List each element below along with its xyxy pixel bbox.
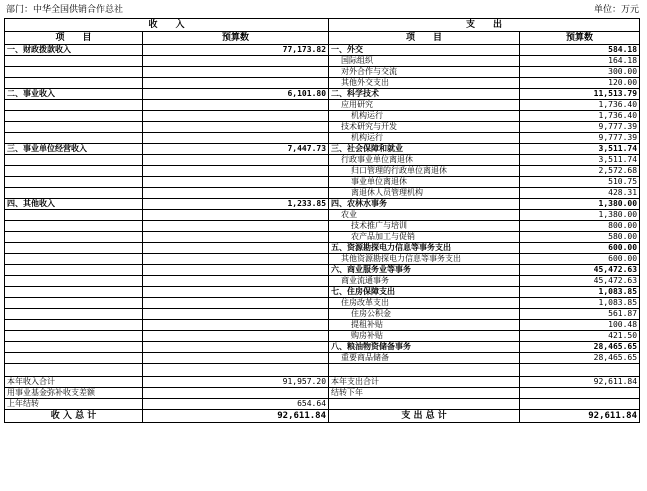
expense-item-value: 120.00 (520, 78, 640, 89)
expense-item-label: 机构运行 (329, 111, 520, 122)
table-row (5, 67, 640, 78)
table-row (5, 155, 640, 166)
expense-item-value: 510.75 (520, 177, 640, 188)
table-row (5, 210, 640, 221)
empty-cell (143, 122, 329, 133)
empty-cell (143, 133, 329, 144)
table-row (5, 342, 640, 353)
expense-item-value: 1,736.40 (520, 100, 640, 111)
table-row (5, 331, 640, 342)
table-row (5, 188, 640, 199)
expense-item-value: 1,380.00 (520, 199, 640, 210)
income-budget-header: 预算数 (143, 32, 329, 45)
expense-item-label: 住房公积金 (329, 309, 520, 320)
expense-item-label: 住房改革支出 (329, 298, 520, 309)
table-row (5, 78, 640, 89)
expense-item-value: 45,472.63 (520, 276, 640, 287)
expense-item-label: 三、社会保障和就业 (329, 144, 520, 155)
table-row (5, 177, 640, 188)
income-item-value: 6,101.80 (143, 89, 329, 100)
sheet-top-line (0, 2, 647, 14)
expense-item-value: 580.00 (520, 232, 640, 243)
grand-total-row (5, 410, 640, 423)
income-item-label: 二、事业收入 (5, 89, 143, 100)
summary-label: 用事业基金弥补收支差额 (5, 388, 143, 399)
unit-label: 单位：万元 (593, 5, 639, 15)
expense-item-label: 行政事业单位离退休 (329, 155, 520, 166)
summary-label: 本年支出合计 (329, 377, 520, 388)
expense-item-label: 归口管理的行政单位离退休 (329, 166, 520, 177)
expense-item-label: 七、住房保障支出 (329, 287, 520, 298)
expense-item-value: 3,511.74 (520, 155, 640, 166)
table-row (5, 287, 640, 298)
table-row (5, 122, 640, 133)
empty-cell (143, 353, 329, 364)
empty-cell (5, 111, 143, 122)
empty-cell (5, 364, 143, 377)
expense-grand-value: 92,611.84 (520, 410, 640, 423)
expense-item-label: 技术推广与培训 (329, 221, 520, 232)
expense-item-value: 3,511.74 (520, 144, 640, 155)
expense-item-value: 28,465.65 (520, 353, 640, 364)
empty-cell (143, 243, 329, 254)
expense-item-value: 421.50 (520, 331, 640, 342)
income-section-title: 收 入 (5, 19, 329, 32)
table-row (5, 56, 640, 67)
table-row (5, 199, 640, 210)
empty-cell (143, 221, 329, 232)
expense-item-value: 800.00 (520, 221, 640, 232)
table-row (5, 45, 640, 56)
expense-item-label: 一、外交 (329, 45, 520, 56)
table-row (5, 111, 640, 122)
expense-item-label: 机构运行 (329, 133, 520, 144)
empty-cell (5, 342, 143, 353)
empty-cell (5, 177, 143, 188)
expense-item-label: 五、资源勘探电力信息等事务支出 (329, 243, 520, 254)
empty-cell (143, 388, 329, 399)
empty-cell (143, 320, 329, 331)
expense-item-value: 28,465.65 (520, 342, 640, 353)
empty-cell (5, 243, 143, 254)
expense-item-label: 离退休人员管理机构 (329, 188, 520, 199)
income-item-label: 一、财政拨款收入 (5, 45, 143, 56)
empty-cell (143, 364, 329, 377)
expense-budget-header: 预算数 (520, 32, 640, 45)
expense-item-label: 对外合作与交流 (329, 67, 520, 78)
expense-item-value: 45,472.63 (520, 265, 640, 276)
table-row (5, 243, 640, 254)
table-row (5, 221, 640, 232)
empty-cell (143, 78, 329, 89)
table-row (5, 166, 640, 177)
expense-item-label: 其他资源勘探电力信息等事务支出 (329, 254, 520, 265)
income-grand-label: 收 入 总 计 (5, 410, 143, 423)
expense-item-value: 428.31 (520, 188, 640, 199)
expense-item-value: 9,777.39 (520, 133, 640, 144)
expense-item-label: 商业流通事务 (329, 276, 520, 287)
income-item-label: 四、其他收入 (5, 199, 143, 210)
empty-cell (5, 155, 143, 166)
expense-item-label: 应用研究 (329, 100, 520, 111)
expense-item-value: 2,572.68 (520, 166, 640, 177)
empty-cell (5, 353, 143, 364)
department-label: 部门：中华全国供销合作总社 (6, 5, 124, 15)
summary-value: 92,611.84 (520, 377, 640, 388)
expense-section-title: 支 出 (329, 19, 640, 32)
table-row (5, 309, 640, 320)
income-item-value: 77,173.82 (143, 45, 329, 56)
expense-item-label: 六、商业服务业等事务 (329, 265, 520, 276)
expense-item-value: 561.87 (520, 309, 640, 320)
empty-cell (5, 78, 143, 89)
expense-grand-label: 支 出 总 计 (329, 410, 520, 423)
expense-item-label: 重要商品储备 (329, 353, 520, 364)
empty-cell (520, 364, 640, 377)
empty-cell (5, 133, 143, 144)
expense-item-label: 八、粮油物资储备事务 (329, 342, 520, 353)
summary-label: 上年结转 (5, 399, 143, 410)
expense-item-value: 9,777.39 (520, 122, 640, 133)
empty-cell (143, 287, 329, 298)
empty-cell (5, 320, 143, 331)
table-row (5, 232, 640, 243)
expense-item-label: 二、科学技术 (329, 89, 520, 100)
empty-cell (143, 331, 329, 342)
empty-cell (5, 67, 143, 78)
summary-row-fund (5, 388, 640, 399)
empty-cell (143, 166, 329, 177)
empty-cell (143, 188, 329, 199)
empty-cell (143, 177, 329, 188)
empty-cell (143, 342, 329, 353)
table-row (5, 100, 640, 111)
expense-item-value: 11,513.79 (520, 89, 640, 100)
empty-cell (5, 210, 143, 221)
spacer-row (5, 364, 640, 377)
income-item-value: 7,447.73 (143, 144, 329, 155)
expense-item-value: 100.48 (520, 320, 640, 331)
expense-item-label: 国际组织 (329, 56, 520, 67)
empty-cell (143, 309, 329, 320)
expense-item-label: 提租补贴 (329, 320, 520, 331)
income-item-value: 1,233.85 (143, 199, 329, 210)
section-header-row (5, 19, 640, 32)
empty-cell (5, 331, 143, 342)
expense-item-value: 584.18 (520, 45, 640, 56)
expense-item-value: 1,736.40 (520, 111, 640, 122)
table-row (5, 265, 640, 276)
empty-cell (5, 166, 143, 177)
empty-cell (143, 254, 329, 265)
table-row (5, 89, 640, 100)
expense-item-label: 购房补贴 (329, 331, 520, 342)
empty-cell (143, 155, 329, 166)
expense-item-value: 300.00 (520, 67, 640, 78)
summary-value: 91,957.20 (143, 377, 329, 388)
income-grand-value: 92,611.84 (143, 410, 329, 423)
table-row (5, 353, 640, 364)
empty-cell (143, 265, 329, 276)
income-item-header: 项 目 (5, 32, 143, 45)
expense-item-label: 其他外交支出 (329, 78, 520, 89)
empty-cell (143, 210, 329, 221)
empty-cell (143, 298, 329, 309)
expense-item-label: 四、农林水事务 (329, 199, 520, 210)
table-row (5, 298, 640, 309)
income-item-label: 三、事业单位经营收入 (5, 144, 143, 155)
empty-cell (143, 111, 329, 122)
empty-cell (329, 364, 520, 377)
empty-cell (5, 254, 143, 265)
empty-cell (5, 100, 143, 111)
empty-cell (5, 287, 143, 298)
expense-item-value: 1,380.00 (520, 210, 640, 221)
column-header-row (5, 32, 640, 45)
empty-cell (5, 276, 143, 287)
table-row (5, 276, 640, 287)
budget-table (4, 18, 640, 423)
empty-cell (5, 221, 143, 232)
empty-cell (5, 265, 143, 276)
expense-item-label: 事业单位离退休 (329, 177, 520, 188)
table-row (5, 133, 640, 144)
empty-cell (143, 232, 329, 243)
empty-cell (329, 399, 520, 410)
table-row (5, 254, 640, 265)
empty-cell (520, 399, 640, 410)
empty-cell (143, 67, 329, 78)
expense-item-value: 1,083.85 (520, 287, 640, 298)
summary-row-prev-carry (5, 399, 640, 410)
empty-cell (5, 188, 143, 199)
empty-cell (143, 276, 329, 287)
empty-cell (143, 56, 329, 67)
table-row (5, 320, 640, 331)
expense-item-value: 600.00 (520, 254, 640, 265)
summary-row-year-total (5, 377, 640, 388)
empty-cell (143, 100, 329, 111)
expense-item-value: 600.00 (520, 243, 640, 254)
expense-item-header: 项 目 (329, 32, 520, 45)
table-row (5, 144, 640, 155)
expense-item-label: 农产品加工与促销 (329, 232, 520, 243)
empty-cell (5, 122, 143, 133)
empty-cell (5, 232, 143, 243)
empty-cell (5, 309, 143, 320)
summary-value: 654.64 (143, 399, 329, 410)
empty-cell (520, 388, 640, 399)
expense-item-value: 164.18 (520, 56, 640, 67)
empty-cell (5, 56, 143, 67)
summary-label: 本年收入合计 (5, 377, 143, 388)
summary-label: 结转下年 (329, 388, 520, 399)
empty-cell (5, 298, 143, 309)
expense-item-label: 技术研究与开发 (329, 122, 520, 133)
expense-item-label: 农业 (329, 210, 520, 221)
expense-item-value: 1,083.85 (520, 298, 640, 309)
